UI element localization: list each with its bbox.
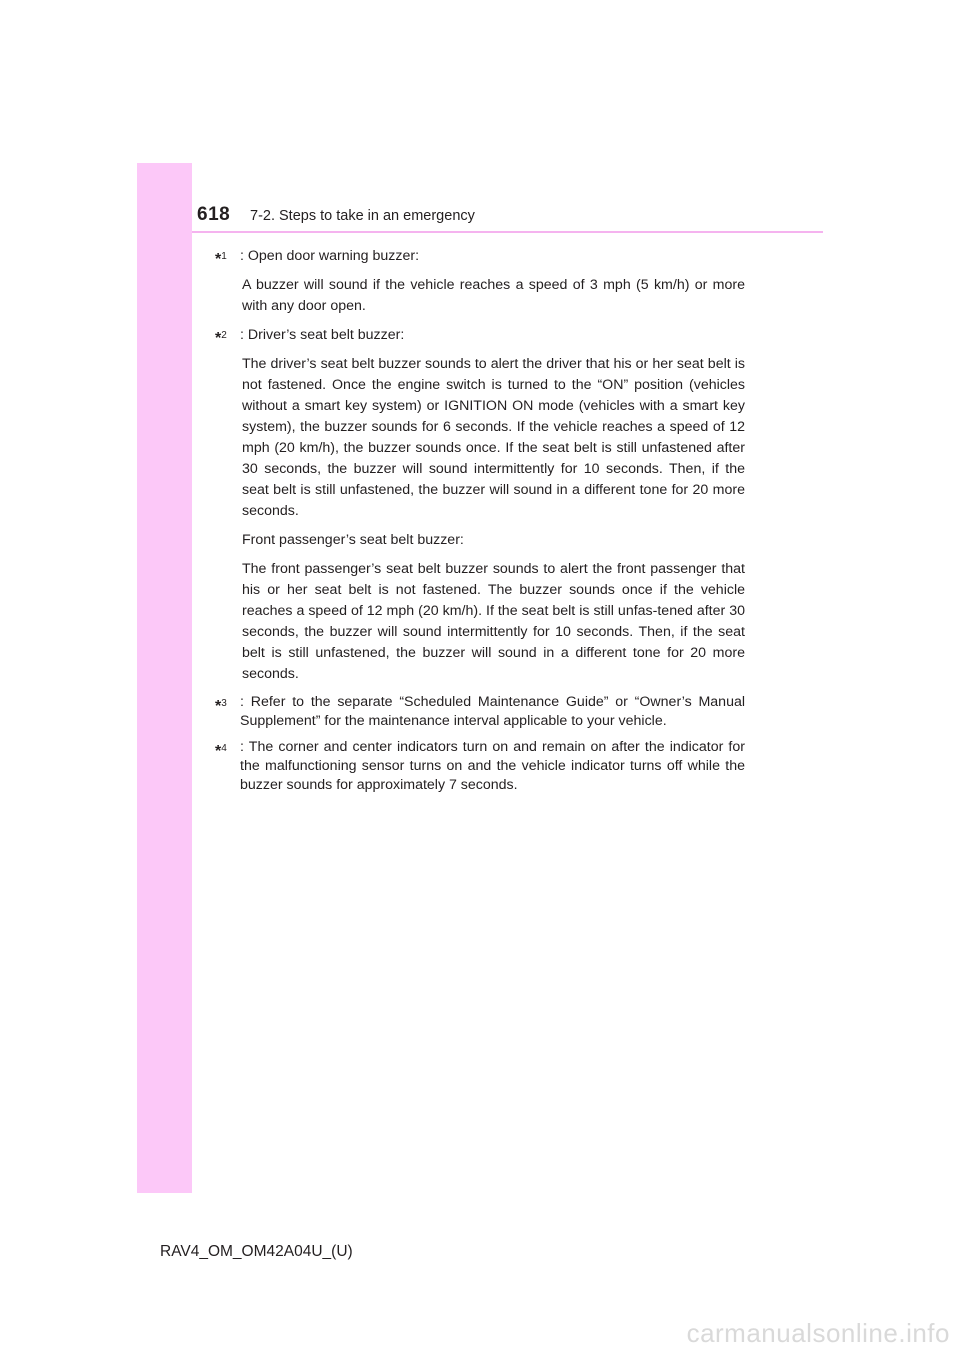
footnote-marker: *$^2$ — [215, 330, 227, 347]
footnote-paragraph: The front passenger’s seat belt buzzer sounds to alert the front passenger that his or her seat belt is not fastened. The buzzer sounds once if the vehicle reaches a speed of 12 mph (20 km/h). If the seat belt is still unfas-tened after 30 seconds, the buzzer will sound intermittently for 10 seconds. Then, if the seat belt is still unfastened, the buzzer will sound in a different tone for 20 more seconds. — [242, 561, 745, 682]
section-title: 7-2. Steps to take in an emergency — [250, 208, 475, 224]
footnote-text: : The corner and center indicators turn on and remain on after the indicator for the malfunctioning sensor turns on and the vehicle indicator turns off while the buzzer sounds for approximately 7 seconds. — [240, 739, 745, 793]
section-tab-band — [137, 163, 192, 1193]
footnote-marker: *$^1$ — [215, 251, 227, 268]
footnote-text: : Refer to the separate “Scheduled Maintenance Guide” or “Owner’s Manual Supplement” for the maintenance interval applicable to your vehicle. — [240, 694, 745, 729]
footnote-subheading: Front passenger’s seat belt buzzer: — [242, 532, 464, 548]
footnote-title: : Open door warning buzzer: — [240, 248, 420, 264]
footnote-paragraph: The driver’s seat belt buzzer sounds to alert the driver that his or her seat belt is not fastened. Once the engine switch is turned to the “ON” position (vehicles without a smart key system) or IGNITION ON mode (vehicles with a smart key system), the buzzer sounds for 6 seconds. If the vehicle reaches a speed of 12 mph (20 km/h), the buzzer sounds once. If the seat belt is still unfastened after 30 seconds, the buzzer will sound intermittently for 10 seconds. Then, if the seat belt is still unfastened, the buzzer will sound in a different tone for 20 more seconds. — [242, 356, 745, 519]
footnote-2 — [215, 325, 745, 685]
footnote-marker: *$^3$ — [215, 698, 227, 715]
footnote-marker: *$^4$ — [215, 743, 227, 760]
footnote-title: : Driver’s seat belt buzzer: — [240, 327, 405, 343]
footnote-3 — [215, 693, 745, 731]
footnote-paragraph: A buzzer will sound if the vehicle reaches a speed of 3 mph (5 km/h) or more with any door open. — [242, 277, 745, 314]
page-number: 618 — [197, 204, 231, 225]
watermark: carmanualsonline.info — [686, 1318, 950, 1348]
footnote-4 — [215, 738, 745, 795]
footnote-1 — [215, 246, 745, 317]
header-divider — [192, 231, 823, 233]
footnotes — [215, 246, 745, 795]
document-code: RAV4_OM_OM42A04U_(U) — [160, 1243, 353, 1260]
